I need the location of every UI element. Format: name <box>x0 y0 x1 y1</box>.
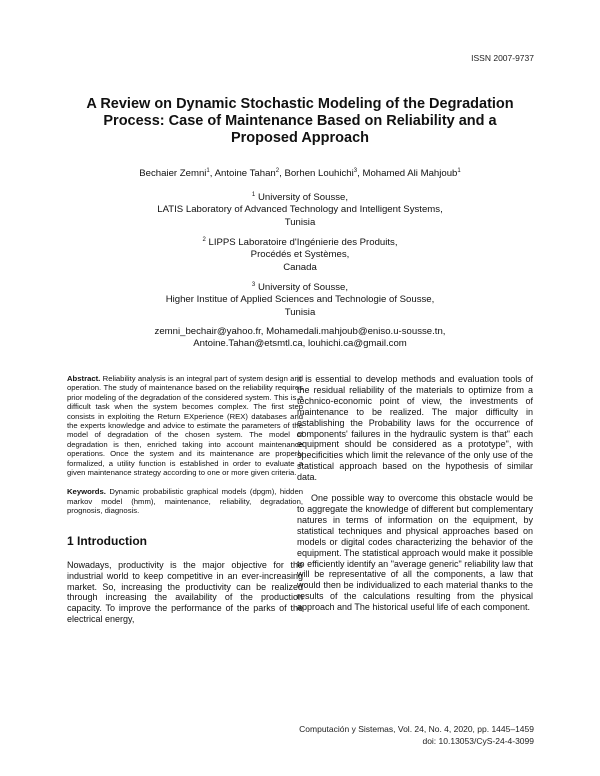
abstract <box>67 374 303 477</box>
section-heading-introduction: 1 Introduction <box>67 533 147 548</box>
affil-line: Higher Institue of Applied Sciences and Technologie of Sousse, <box>165 294 435 306</box>
affil-line: Tunisia <box>284 306 316 318</box>
affil-line: University of Sousse, <box>257 192 349 203</box>
abstract-label: Abstract. <box>67 374 101 383</box>
affil-sup: 2 <box>202 236 206 243</box>
keywords-text: Dynamic probabilistic graphical models (dpgm), hidden markov model (hmm), maintenance, reliability, degradation, prognosis, diagnosis. <box>67 487 303 516</box>
journal-citation: Computación y Sistemas, Vol. 24, No. 4, 2020, pp. 1445–1459 <box>299 724 534 734</box>
body-paragraph: One possible way to overcome this obstacle would be to aggregate the knowledge of different but complementary natures in terms of information on the equipment, by statistical techniques and physical approaches based on models or digital codes characterizing the behavior of the equipment. The statistical approach would make it possible to efficiently identify an "average generic" reliability law that will be representative of all the components, a law that would then be individualized to each material thanks to the results of the calculations resulting from the physical approach and The historical useful life of each component. <box>297 493 533 613</box>
affiliation-3 <box>120 282 480 319</box>
email-line: Antoine.Tahan@etsmtl.ca, louhichi.ca@gmail.com <box>193 338 407 350</box>
author-affil-sup: 3 <box>353 167 358 174</box>
affil-line: LIPPS Laboratoire d'Ingénierie des Produits, <box>208 237 398 248</box>
author-name: Antoine Tahan <box>214 168 276 179</box>
intro-paragraph: Nowadays, productivity is the major objective for the industrial world to keep competitive in an ever-increasing market. So, increasing the productivity can be realized through increasing the availability of the production capacity. To improve the performance of the parks of the electrical energy, <box>67 559 303 625</box>
page-footer <box>299 723 534 747</box>
affil-sup: 1 <box>251 191 256 198</box>
title-line: A Review on Dynamic Stochastic Modeling of the Degradation <box>86 96 514 112</box>
author-name: Bechaier Zemni <box>139 168 207 179</box>
author-affil-sup: 1 <box>457 167 461 174</box>
author-affil-sup: 1 <box>206 167 210 174</box>
author-name: Borhen Louhichi <box>284 168 354 179</box>
affiliation-1 <box>120 192 480 229</box>
affiliation-2 <box>120 237 480 274</box>
keywords-label: Keywords. <box>67 487 106 497</box>
email-list <box>80 326 520 351</box>
affil-line: Canada <box>283 261 317 273</box>
body-paragraph: it is essential to develop methods and evaluation tools of the residual reliability of the materials to optimize from a technico-economic point of view, the investments of maintenance to be realized. The major difficulty in establishing the Probability laws for the occurrence of components' failures in the hydraulic system is that" each equipment should be considered as a prototype", with specificities which limit the relevance of the only use of the statistical approach based on the hypothesis of similar data. <box>297 374 533 483</box>
left-column <box>67 374 303 625</box>
doi-label: doi: 10.13053/CyS-24-4-3099 <box>422 736 534 747</box>
affil-line: Tunisia <box>284 216 316 228</box>
keywords <box>67 487 303 515</box>
author-name: Mohamed Ali Mahjoub <box>362 168 458 179</box>
email-line: zemni_bechair@yahoo.fr, Mohamedali.mahjoub@eniso.u-sousse.tn, <box>154 326 446 337</box>
right-column <box>297 374 533 613</box>
affil-sup: 3 <box>251 281 256 288</box>
title-line: Proposed Approach <box>230 130 370 146</box>
abstract-text: Reliability analysis is an integral part of system design and operation. The study of maintenance based on the reliability requires prior modeling of the degradation of the considered system. This is a difficult task when the system becomes complex. The first step consists in exploiting the Return EXperience (REX) databases and the experts knowledge and advice to estimate the parameters of the model of degradation of the chosen system. The model of degradation is then, enriched taking into account maintenance operations. Once the system and its maintenance are properly formalized, a utility function is established in order to evaluate a given maintenance strategy according to one or more given criteria. <box>67 374 303 478</box>
affil-line: Procédés et Systèmes, <box>250 249 350 261</box>
author-list: Bechaier Zemni$^1$, Antoine Tahan$^2$, Borhen Louhichi$^3$, Mohamed Ali Mahjoub$^1$ <box>139 167 461 179</box>
paper-title <box>80 96 520 147</box>
affil-line: LATIS Laboratory of Advanced Technology and Intelligent Systems, <box>157 204 443 216</box>
issn-label: ISSN 2007-9737 <box>471 53 534 63</box>
title-line: Process: Case of Maintenance Based on Reliability and a <box>103 113 497 129</box>
affil-line: University of Sousse, <box>257 282 349 293</box>
author-affil-sup: 2 <box>275 167 280 174</box>
